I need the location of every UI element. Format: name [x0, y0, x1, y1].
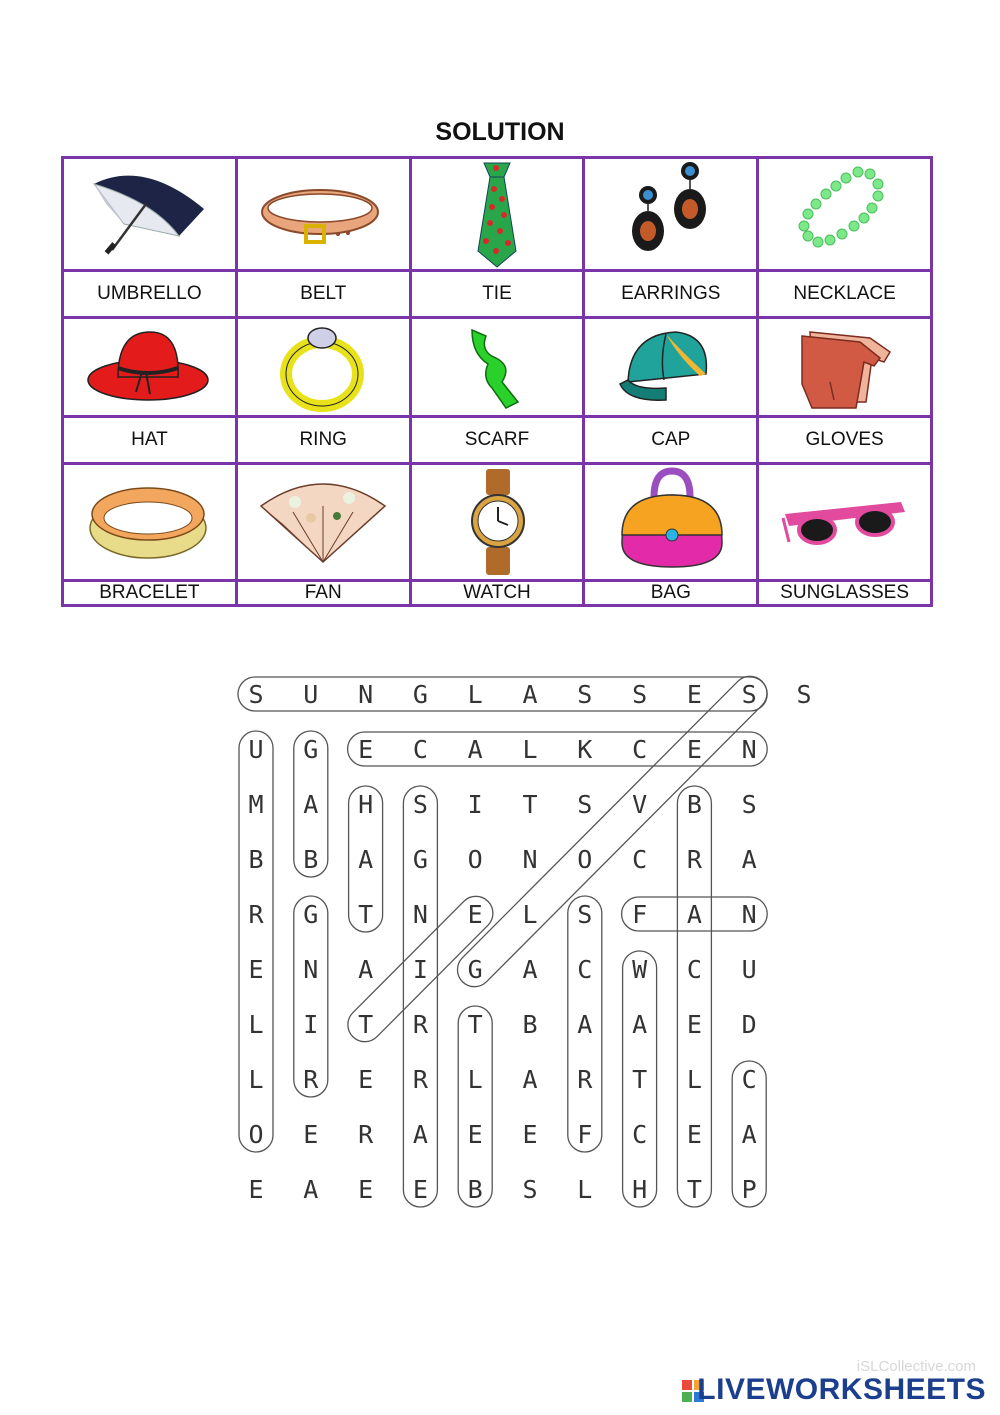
grid-letter: S: [412, 790, 428, 819]
grid-letter: F: [577, 1120, 593, 1149]
grid-letter: C: [632, 845, 648, 874]
grid-letter: L: [577, 1175, 593, 1204]
grid-letter: S: [577, 790, 593, 819]
grid-letter: N: [522, 845, 538, 874]
grid-letter: H: [358, 790, 374, 819]
grid-letter: C: [741, 1065, 757, 1094]
item-label: UMBRELLO: [63, 271, 237, 318]
item-label: BRACELET: [63, 581, 237, 606]
grid-letter: A: [358, 845, 374, 874]
grid-letter: K: [577, 735, 593, 764]
grid-letter: N: [741, 900, 757, 929]
grid-letter: N: [303, 955, 319, 984]
grid-letter: S: [741, 680, 757, 709]
grid-letter: E: [303, 1120, 319, 1149]
grid-letter: N: [412, 900, 428, 929]
grid-letter: L: [248, 1010, 264, 1039]
grid-letter: A: [741, 845, 757, 874]
grid-letter: B: [303, 845, 319, 874]
grid-letter: E: [412, 1175, 428, 1204]
grid-letter: E: [467, 1120, 483, 1149]
grid-letter: T: [522, 790, 538, 819]
item-label: SCARF: [410, 417, 584, 464]
grid-letter: C: [412, 735, 428, 764]
grid-letter: A: [303, 790, 319, 819]
grid-letter: L: [686, 1065, 702, 1094]
grid-letter: E: [686, 680, 702, 709]
item-label: WATCH: [410, 581, 584, 606]
grid-letter: R: [358, 1120, 374, 1149]
grid-letter: U: [248, 735, 264, 764]
grid-letter: R: [303, 1065, 319, 1094]
grid-letter: N: [741, 735, 757, 764]
item-label: BAG: [584, 581, 758, 606]
grid-letter: C: [686, 955, 702, 984]
grid-letter: E: [248, 1175, 264, 1204]
solution-outline: [348, 732, 768, 766]
grid-letter: I: [467, 790, 483, 819]
grid-letter: W: [632, 955, 648, 984]
grid-letter: R: [686, 845, 702, 874]
page-title: SOLUTION: [435, 118, 565, 146]
grid-letter: T: [358, 900, 374, 929]
grid-letter: A: [522, 1065, 538, 1094]
grid-letter: I: [412, 955, 428, 984]
grid-letter: C: [632, 735, 648, 764]
grid-letter: A: [522, 955, 538, 984]
grid-letter: A: [741, 1120, 757, 1149]
grid-letter: S: [796, 680, 812, 709]
item-label: FAN: [236, 581, 410, 606]
brand-name: LIVEWORKSHEETS: [697, 1373, 986, 1406]
item-label: SUNGLASSES: [758, 581, 932, 606]
item-label: HAT: [63, 417, 237, 464]
watermark: iSLCollective.com: [856, 1358, 976, 1375]
item-label: NECKLACE: [758, 271, 932, 318]
grid-letter: G: [412, 845, 428, 874]
grid-letter: A: [632, 1010, 648, 1039]
grid-letter: A: [577, 1010, 593, 1039]
grid-letter: B: [522, 1010, 538, 1039]
grid-letter: R: [577, 1065, 593, 1094]
grid-letter: N: [358, 680, 374, 709]
grid-letter: G: [467, 955, 483, 984]
grid-letter: O: [577, 845, 593, 874]
grid-letter: F: [632, 900, 648, 929]
grid-letter: A: [522, 680, 538, 709]
grid-letter: S: [741, 790, 757, 819]
grid-letter: E: [358, 1175, 374, 1204]
item-label: RING: [236, 417, 410, 464]
grid-letter: B: [248, 845, 264, 874]
grid-letter: S: [577, 680, 593, 709]
item-label: CAP: [584, 417, 758, 464]
grid-letter: L: [467, 680, 483, 709]
solution-outline: [450, 669, 773, 994]
grid-letter: G: [303, 735, 319, 764]
grid-letter: V: [632, 790, 648, 819]
grid-letter: R: [412, 1010, 428, 1039]
grid-letter: B: [686, 790, 702, 819]
grid-letter: M: [248, 790, 264, 819]
grid-letter: T: [467, 1010, 483, 1039]
grid-letter: O: [467, 845, 483, 874]
grid-letter: L: [248, 1065, 264, 1094]
grid-letter: L: [522, 735, 538, 764]
grid-letter: I: [303, 1010, 319, 1039]
grid-letter: H: [632, 1175, 648, 1204]
grid-letter: A: [303, 1175, 319, 1204]
grid-letter: A: [467, 735, 483, 764]
grid-letter: G: [412, 680, 428, 709]
grid-letter: E: [467, 900, 483, 929]
grid-letter: U: [741, 955, 757, 984]
grid-letter: U: [303, 680, 319, 709]
grid-letter: E: [358, 735, 374, 764]
grid-letter: B: [467, 1175, 483, 1204]
grid-letter: S: [632, 680, 648, 709]
grid-letter: C: [577, 955, 593, 984]
grid-letter: S: [577, 900, 593, 929]
item-label: GLOVES: [758, 417, 932, 464]
grid-letter: G: [303, 900, 319, 929]
grid-letter: S: [522, 1175, 538, 1204]
item-label: BELT: [236, 271, 410, 318]
grid-letter: E: [686, 735, 702, 764]
grid-letter: T: [686, 1175, 702, 1204]
grid-letter: P: [741, 1175, 757, 1204]
grid-letter: S: [248, 680, 264, 709]
grid-letter: O: [248, 1120, 264, 1149]
grid-letter: T: [358, 1010, 374, 1039]
grid-letter: A: [686, 900, 702, 929]
grid-letter: A: [412, 1120, 428, 1149]
item-label: TIE: [410, 271, 584, 318]
grid-letter: E: [686, 1120, 702, 1149]
grid-letter: D: [741, 1010, 757, 1039]
grid-letter: E: [358, 1065, 374, 1094]
grid-letter: L: [467, 1065, 483, 1094]
grid-letter: R: [412, 1065, 428, 1094]
grid-letter: A: [358, 955, 374, 984]
grid-letter: R: [248, 900, 264, 929]
grid-letter: T: [632, 1065, 648, 1094]
grid-letter: L: [522, 900, 538, 929]
grid-letter: C: [632, 1120, 648, 1149]
item-label: EARRINGS: [584, 271, 758, 318]
grid-letter: E: [248, 955, 264, 984]
grid-letter: E: [686, 1010, 702, 1039]
grid-letter: E: [522, 1120, 538, 1149]
